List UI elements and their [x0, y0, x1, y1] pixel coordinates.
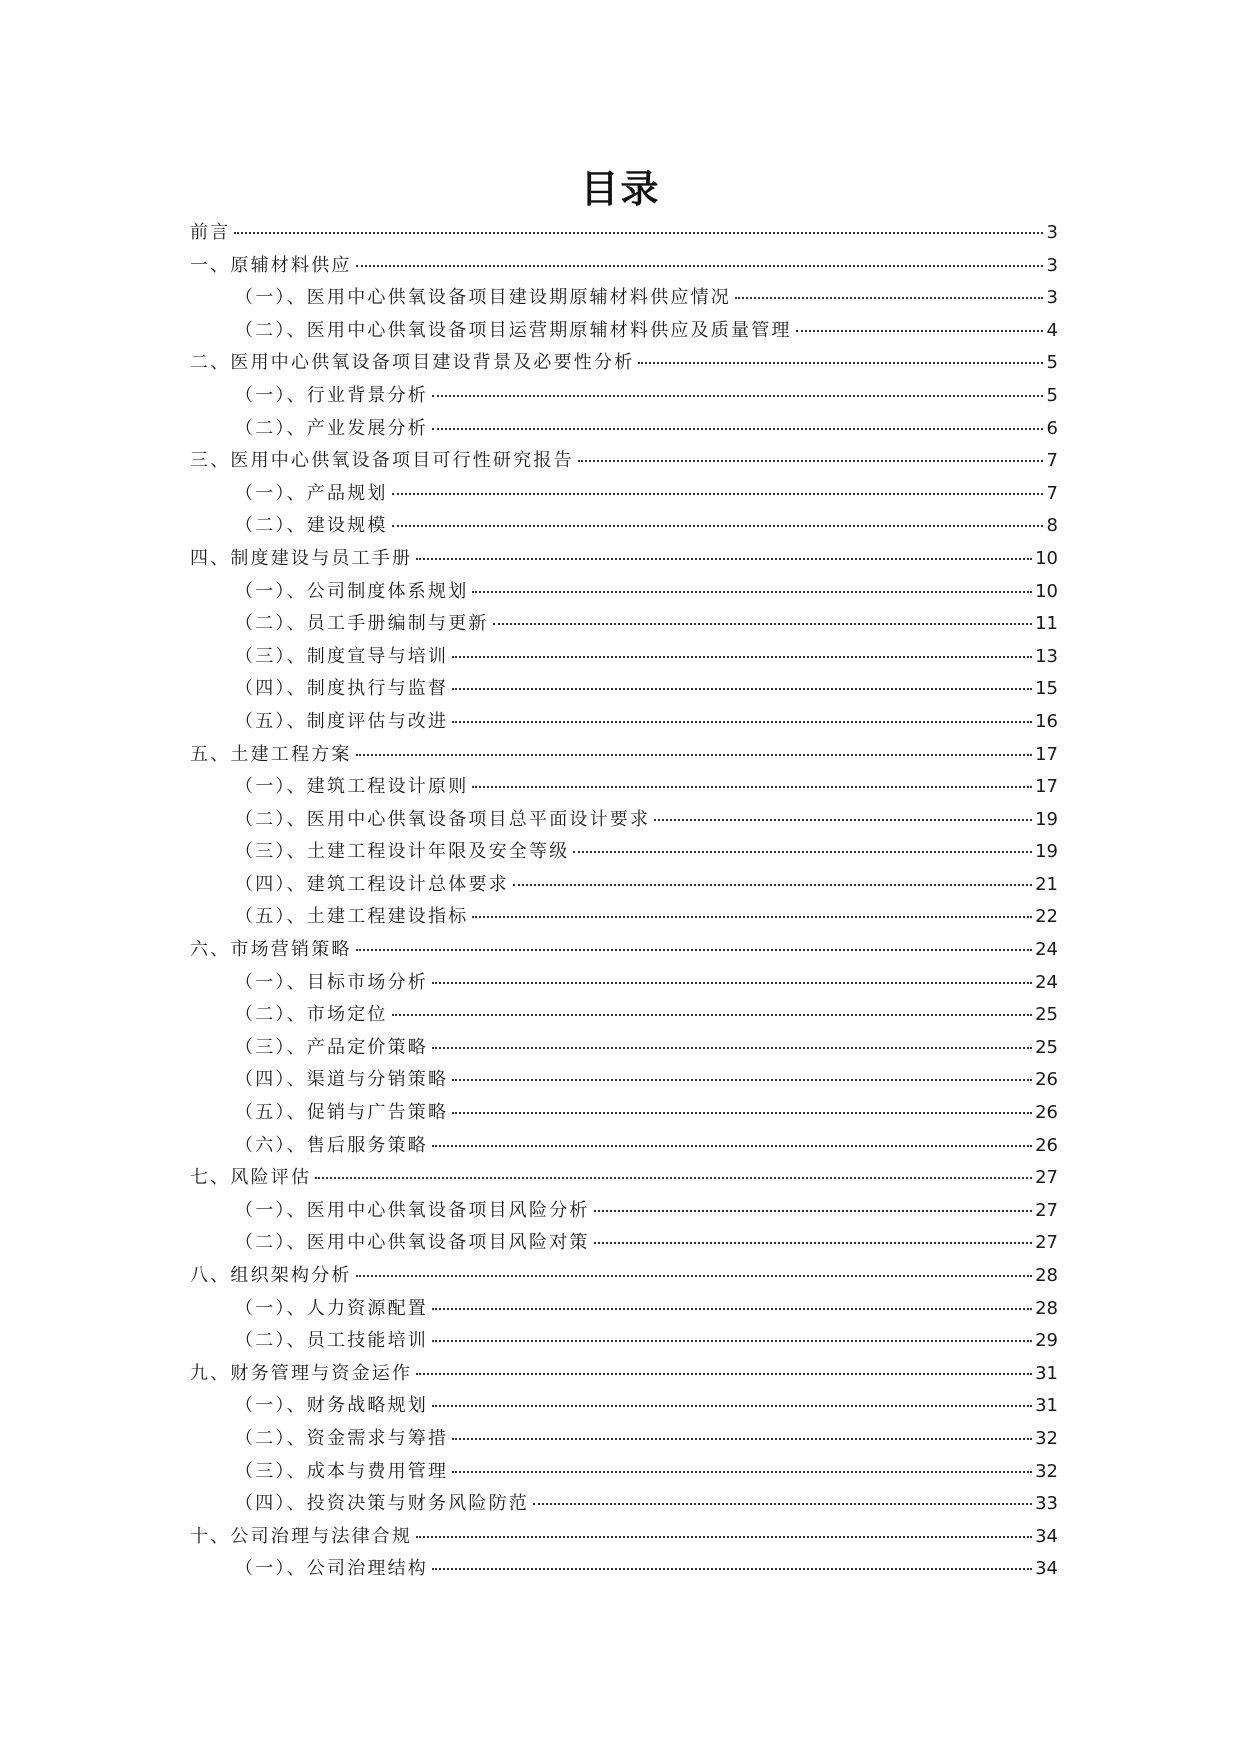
- dot-leader: [594, 1210, 1032, 1212]
- dot-leader: [392, 525, 1043, 527]
- toc-section-entry[interactable]: [190, 707, 1058, 740]
- toc-entry-title: （三）、成本与费用管理: [235, 1460, 449, 1482]
- dot-leader: [472, 916, 1032, 918]
- toc-page-number: 3: [1046, 222, 1058, 243]
- toc-page-number: 27: [1035, 1232, 1058, 1254]
- toc-page-number: 19: [1035, 841, 1058, 863]
- toc-entry-title: （一）、产品规划: [235, 482, 388, 504]
- toc-entry-title: 二、医用中心供氧设备项目建设背景及必要性分析: [190, 352, 635, 374]
- toc-page-number: 27: [1035, 1199, 1058, 1221]
- toc-entry-title: （二）、建设规模: [235, 515, 388, 537]
- toc-page-number: 10: [1035, 547, 1058, 569]
- toc-section-entry[interactable]: [190, 1196, 1058, 1229]
- toc-section-entry[interactable]: [190, 479, 1058, 512]
- toc-page-number: 28: [1035, 1265, 1058, 1286]
- toc-section-entry[interactable]: [190, 837, 1058, 870]
- dot-leader: [432, 395, 1043, 397]
- dot-leader: [234, 232, 1043, 234]
- toc-chapter-entry[interactable]: [190, 935, 1058, 968]
- toc-section-entry[interactable]: [190, 805, 1058, 838]
- toc-chapter-entry[interactable]: [190, 1522, 1058, 1555]
- toc-entry-title: （五）、土建工程建设指标: [235, 906, 469, 928]
- toc-section-entry[interactable]: [190, 381, 1058, 414]
- toc-page-number: 33: [1035, 1493, 1058, 1515]
- toc-page-number: 24: [1035, 939, 1058, 961]
- dot-leader: [452, 656, 1032, 658]
- toc-page-number: 28: [1035, 1297, 1058, 1319]
- toc-page-number: 32: [1035, 1460, 1058, 1482]
- toc-entry-title: 七、风险评估: [190, 1167, 312, 1189]
- toc-section-entry[interactable]: [190, 1554, 1058, 1587]
- dot-leader: [452, 688, 1032, 690]
- dot-leader: [452, 1079, 1032, 1081]
- dot-leader: [573, 851, 1032, 853]
- dot-leader: [392, 1014, 1032, 1016]
- toc-section-entry[interactable]: [190, 1424, 1058, 1457]
- toc-section-entry[interactable]: [190, 1033, 1058, 1066]
- toc-page-number: 26: [1035, 1069, 1058, 1091]
- dot-leader: [493, 623, 1032, 625]
- toc-entry-title: （二）、市场定位: [235, 1004, 388, 1026]
- toc-entry-title: （三）、制度宣导与培训: [235, 645, 449, 667]
- toc-section-entry[interactable]: [190, 1228, 1058, 1261]
- toc-page-number: 8: [1046, 515, 1058, 537]
- toc-entry-title: 六、市场营销策略: [190, 939, 352, 961]
- dot-leader: [472, 591, 1032, 593]
- toc-entry-title: （一）、财务战略规划: [235, 1395, 428, 1417]
- toc-chapter-entry[interactable]: [190, 1261, 1058, 1294]
- toc-section-entry[interactable]: [190, 1391, 1058, 1424]
- dot-leader: [432, 428, 1043, 430]
- page-title: 目录: [580, 167, 661, 211]
- toc-page-number: 4: [1046, 319, 1058, 341]
- toc-section-entry[interactable]: [190, 870, 1058, 903]
- toc-page-number: 17: [1035, 743, 1058, 765]
- toc-entry-title: （四）、投资决策与财务风险防范: [235, 1493, 529, 1515]
- toc-page-number: 31: [1035, 1362, 1058, 1384]
- toc-chapter-entry[interactable]: [190, 251, 1058, 284]
- table-of-contents: [190, 218, 1058, 1587]
- toc-section-entry[interactable]: [190, 642, 1058, 675]
- toc-section-entry[interactable]: [190, 674, 1058, 707]
- toc-page-number: 6: [1046, 417, 1058, 439]
- toc-entry-title: （四）、渠道与分销策略: [235, 1069, 449, 1091]
- toc-page-number: 29: [1035, 1330, 1058, 1352]
- toc-entry-title: （二）、产业发展分析: [235, 417, 428, 439]
- toc-section-entry[interactable]: [190, 1000, 1058, 1033]
- toc-page-number: 27: [1035, 1167, 1058, 1189]
- toc-section-entry[interactable]: [190, 1065, 1058, 1098]
- dot-leader: [452, 1471, 1032, 1473]
- toc-entry-title: （二）、资金需求与筹措: [235, 1427, 449, 1449]
- dot-leader: [432, 1047, 1032, 1049]
- toc-entry-title: （一）、公司制度体系规划: [235, 580, 469, 602]
- toc-page-number: 34: [1035, 1525, 1058, 1547]
- toc-entry-title: （二）、员工技能培训: [235, 1330, 428, 1352]
- dot-leader: [735, 297, 1043, 299]
- toc-page-number: 26: [1035, 1102, 1058, 1124]
- toc-section-entry[interactable]: [190, 414, 1058, 447]
- dot-leader: [472, 786, 1032, 788]
- toc-chapter-entry[interactable]: [190, 1359, 1058, 1392]
- toc-entry-title: 四、制度建设与员工手册: [190, 547, 413, 569]
- toc-page-number: 5: [1046, 384, 1058, 406]
- toc-page-number: 31: [1035, 1395, 1058, 1417]
- toc-section-entry[interactable]: [190, 968, 1058, 1001]
- toc-entry-title: 十、公司治理与法律合规: [190, 1525, 413, 1547]
- dot-leader: [416, 558, 1032, 560]
- toc-page-number: 3: [1046, 287, 1058, 309]
- toc-entry-title: （一）、医用中心供氧设备项目风险分析: [235, 1199, 590, 1221]
- toc-chapter-entry[interactable]: [190, 544, 1058, 577]
- dot-leader: [315, 1177, 1032, 1179]
- toc-page-number: 16: [1035, 710, 1058, 732]
- toc-entry-title: （一）、目标市场分析: [235, 971, 428, 993]
- toc-page-number: 7: [1046, 482, 1058, 504]
- toc-page-number: 32: [1035, 1427, 1058, 1449]
- toc-page-number: 26: [1035, 1134, 1058, 1156]
- dot-leader: [356, 949, 1032, 951]
- toc-entry-title: （三）、土建工程设计年限及安全等级: [235, 841, 570, 863]
- toc-page-number: 22: [1035, 906, 1058, 928]
- toc-section-entry[interactable]: [190, 609, 1058, 642]
- dot-leader: [452, 721, 1032, 723]
- toc-page-number: 17: [1035, 776, 1058, 798]
- dot-leader: [392, 493, 1043, 495]
- toc-entry-title: （四）、建筑工程设计总体要求: [235, 873, 509, 895]
- toc-chapter-entry[interactable]: [190, 740, 1058, 773]
- dot-leader: [416, 1373, 1032, 1375]
- toc-entry-title: （二）、医用中心供氧设备项目运营期原辅材料供应及质量管理: [235, 319, 792, 341]
- dot-leader: [432, 1405, 1032, 1407]
- toc-section-entry[interactable]: [190, 1326, 1058, 1359]
- toc-chapter-entry[interactable]: [190, 1163, 1058, 1196]
- toc-page-number: 3: [1046, 254, 1058, 276]
- dot-leader: [432, 1145, 1032, 1147]
- toc-entry-title: （四）、制度执行与监督: [235, 678, 449, 700]
- toc-section-entry[interactable]: [190, 1294, 1058, 1327]
- dot-leader: [356, 265, 1043, 267]
- toc-page-number: 24: [1035, 971, 1058, 993]
- toc-page-number: 25: [1035, 1036, 1058, 1058]
- toc-section-entry[interactable]: [190, 902, 1058, 935]
- toc-entry-title: 八、组织架构分析: [190, 1265, 352, 1286]
- toc-page-number: 15: [1035, 678, 1058, 700]
- toc-page-number: 25: [1035, 1004, 1058, 1026]
- toc-entry-title: （二）、员工手册编制与更新: [235, 613, 489, 635]
- toc-section-entry[interactable]: [190, 1489, 1058, 1522]
- dot-leader: [796, 330, 1043, 332]
- dot-leader: [452, 1112, 1032, 1114]
- toc-entry-title: （一）、行业背景分析: [235, 384, 428, 406]
- toc-section-entry[interactable]: [190, 577, 1058, 610]
- toc-page-number: 13: [1035, 645, 1058, 667]
- dot-leader: [638, 362, 1043, 364]
- toc-entry-title: （一）、公司治理结构: [235, 1558, 428, 1580]
- toc-page-number: 11: [1035, 613, 1058, 635]
- toc-chapter-entry[interactable]: [190, 218, 1058, 251]
- toc-section-entry[interactable]: [190, 772, 1058, 805]
- toc-entry-title: （五）、促销与广告策略: [235, 1102, 449, 1124]
- toc-section-entry[interactable]: [190, 316, 1058, 349]
- toc-page-number: 19: [1035, 808, 1058, 830]
- toc-entry-title: （二）、医用中心供氧设备项目总平面设计要求: [235, 808, 651, 830]
- toc-section-entry[interactable]: [190, 1131, 1058, 1164]
- dot-leader: [432, 982, 1032, 984]
- toc-section-entry[interactable]: [190, 283, 1058, 316]
- dot-leader: [416, 1536, 1032, 1538]
- dot-leader: [356, 1275, 1032, 1277]
- toc-page-number: 10: [1035, 580, 1058, 602]
- dot-leader: [594, 1242, 1032, 1244]
- dot-leader: [513, 884, 1032, 886]
- toc-page-number: 21: [1035, 873, 1058, 895]
- toc-entry-title: 前言: [190, 222, 231, 243]
- toc-entry-title: 一、原辅材料供应: [190, 254, 352, 276]
- toc-entry-title: 九、财务管理与资金运作: [190, 1362, 413, 1384]
- dot-leader: [356, 754, 1032, 756]
- dot-leader: [578, 460, 1043, 462]
- toc-entry-title: （三）、产品定价策略: [235, 1036, 428, 1058]
- toc-entry-title: （五）、制度评估与改进: [235, 710, 449, 732]
- toc-entry-title: （一）、医用中心供氧设备项目建设期原辅材料供应情况: [235, 287, 731, 309]
- dot-leader: [432, 1340, 1032, 1342]
- dot-leader: [654, 819, 1032, 821]
- dot-leader: [452, 1438, 1032, 1440]
- toc-entry-title: 三、医用中心供氧设备项目可行性研究报告: [190, 450, 574, 472]
- toc-chapter-entry[interactable]: [190, 348, 1058, 381]
- toc-entry-title: （二）、医用中心供氧设备项目风险对策: [235, 1232, 590, 1254]
- toc-section-entry[interactable]: [190, 1098, 1058, 1131]
- toc-section-entry[interactable]: [190, 511, 1058, 544]
- toc-chapter-entry[interactable]: [190, 446, 1058, 479]
- toc-section-entry[interactable]: [190, 1457, 1058, 1490]
- dot-leader: [432, 1308, 1032, 1310]
- toc-page-number: 7: [1046, 450, 1058, 472]
- toc-entry-title: （一）、人力资源配置: [235, 1297, 428, 1319]
- toc-entry-title: （六）、售后服务策略: [235, 1134, 428, 1156]
- toc-entry-title: 五、土建工程方案: [190, 743, 352, 765]
- toc-entry-title: （一）、建筑工程设计原则: [235, 776, 469, 798]
- toc-page-number: 5: [1046, 352, 1058, 374]
- dot-leader: [533, 1503, 1032, 1505]
- toc-page-number: 34: [1035, 1558, 1058, 1580]
- dot-leader: [432, 1568, 1032, 1570]
